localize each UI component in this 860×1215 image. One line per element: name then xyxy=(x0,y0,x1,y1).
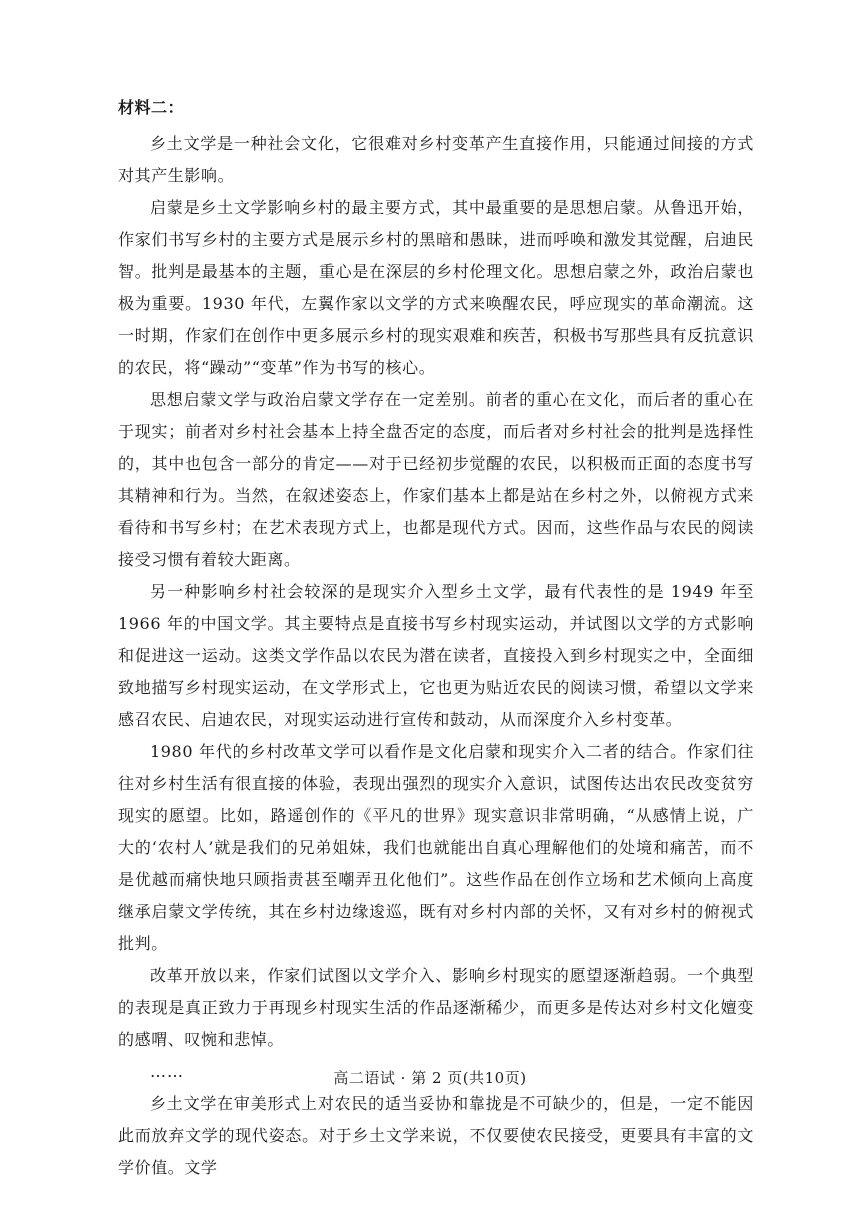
article-body xyxy=(118,96,754,1184)
paragraph: 另一种影响乡村社会较深的是现实介入型乡土文学，最有代表性的是 1949 年至 1966 年的中国文学。其主要特点是直接书写乡村现实运动，并试图以文学的方式影响和促进这一运动。这类文学作品以农民为潜在读者，直接投入到乡村现实之中，全面细致地描写乡村现实运动，在文学形式上，它也更为贴近农民的阅读习惯，希望以文学来感召农民、启迪农民，对现实运动进行宣传和鼓动，从而深度介入乡村变革。 xyxy=(118,582,754,729)
page-footer: 高二语试 · 第 2 页(共10页) xyxy=(333,1069,527,1087)
paragraph: 1980 年代的乡村改革文学可以看作是文化启蒙和现实介入二者的结合。作家们往往对乡村生活有很直接的体验，表现出强烈的现实介入意识，试图传达出农民改变贫穷现实的愿望。比如，路遥创作的《平凡的世界》现实意识非常明确，“从感情上说，广大的‘农村人’就是我们的兄弟姐妹，我们也就能出自真心理解他们的处境和痛苦，而不是优越而痛快地只顾指责甚至嘲弄丑化他们”。这些作品在创作立场和艺术倾向上高度继承启蒙文学传统，其在乡村边缘逡巡，既有对乡村内部的关怀，又有对乡村的俯视式批判。 xyxy=(118,742,754,953)
paragraph: 乡土文学是一种社会文化，它很难对乡村变革产生直接作用，只能通过间接的方式对其产生影响。 xyxy=(118,134,754,185)
paragraph: 改革开放以来，作家们试图以文学介入、影响乡村现实的愿望逐渐趋弱。一个典型的表现是真正致力于再现乡村现实生活的作品逐渐稀少，而更多是传达对乡村文化嬗变的感喟、叹惋和悲悼。 xyxy=(118,966,754,1049)
paragraph: 思想启蒙文学与政治启蒙文学存在一定差别。前者的重心在文化，而后者的重心在于现实；前者对乡村社会基本上持全盘否定的态度，而后者对乡村社会的批判是选择性的，其中也包含一部分的肯定——对于已经初步觉醒的农民，以积极而正面的态度书写其精神和行为。当然，在叙述姿态上，作家们基本上都是站在乡村之外，以俯视方式来看待和书写乡村；在艺术表现方式上，也都是现代方式。因而，这些作品与农民的阅读接受习惯有着较大距离。 xyxy=(118,390,754,569)
material-heading: 材料二： xyxy=(118,98,185,117)
paragraph: 启蒙是乡土文学影响乡村的最主要方式，其中最重要的是思想启蒙。从鲁迅开始，作家们书写乡村的主要方式是展示乡村的黑暗和愚昧，进而呼唤和激发其觉醒，启迪民智。批判是最基本的主题，重心是在深层的乡村伦理文化。思想启蒙之外，政治启蒙也极为重要。1930 年代，左翼作家以文学的方式来唤醒农民，呼应现实的革命潮流。这一时期，作家们在创作中更多展示乡村的现实艰难和疾苦，积极书写那些具有反抗意识的农民，将“躁动”“变革”作为书写的核心。 xyxy=(118,198,754,377)
omission-ellipsis: …… xyxy=(150,1062,184,1081)
paragraph: 乡土文学在审美形式上对农民的适当妥协和靠拢是不可缺少的，但是，一定不能因此而放弃文学的现代姿态。对于乡土文学来说，不仅要使农民接受，更要具有丰富的文学价值。文学 xyxy=(118,1094,754,1177)
